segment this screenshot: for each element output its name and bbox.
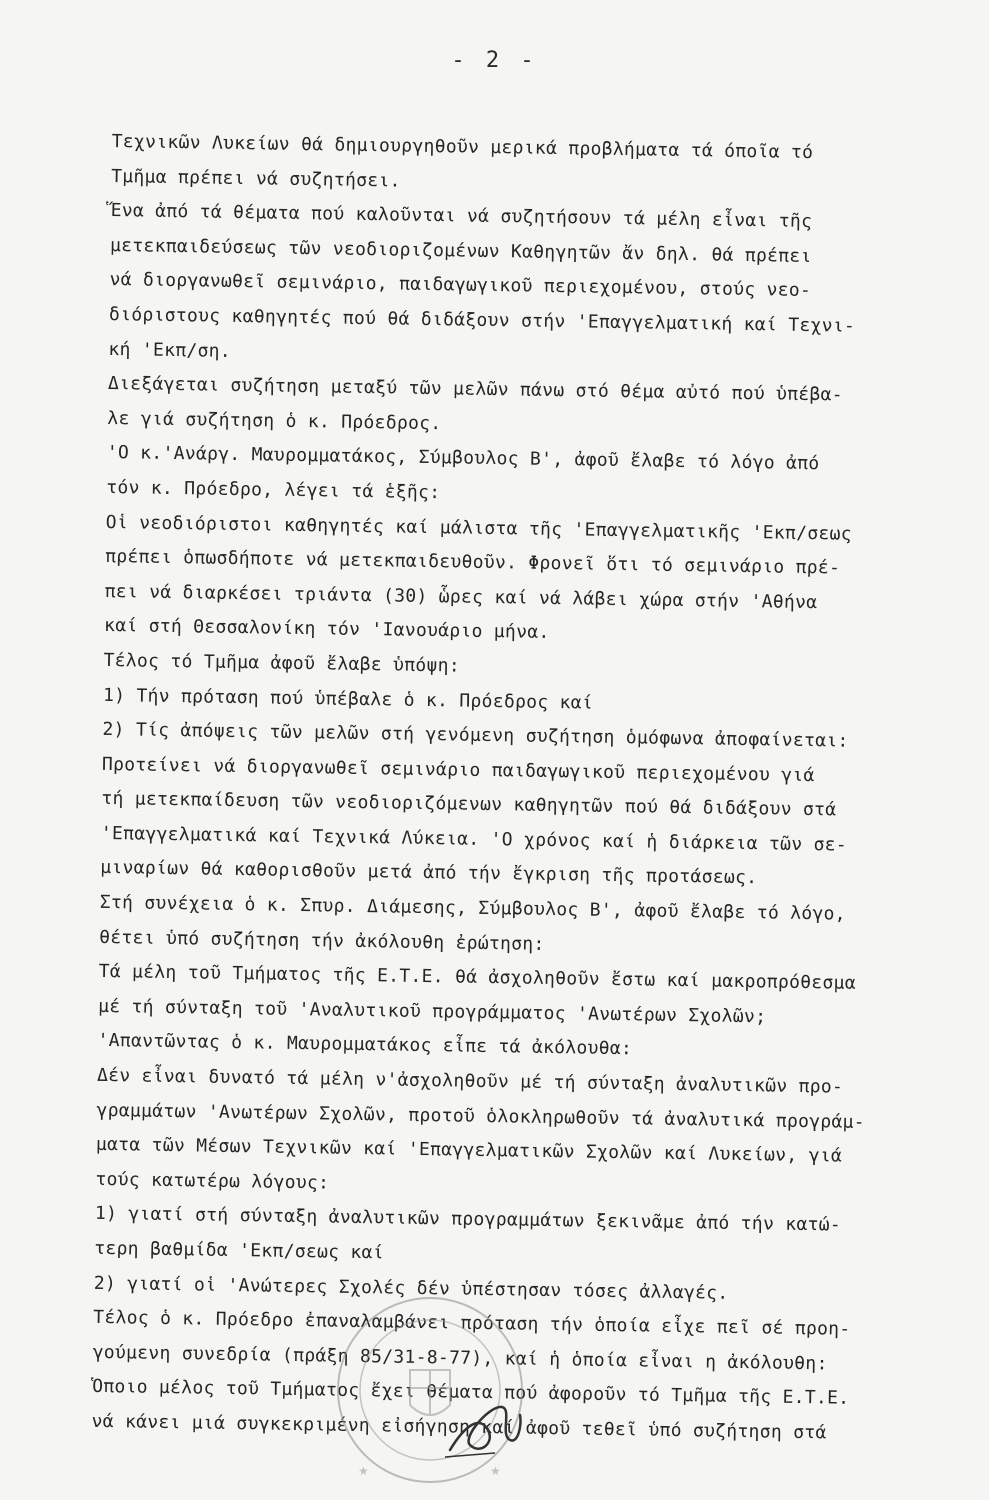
- svg-text:★: ★: [358, 1464, 369, 1478]
- text-line: Τμῆμα πρέπει νά συζητήσει.: [111, 165, 401, 192]
- text-line: γούμενη συνεδρία (πράξη 85/31-8-77), καί ἡ ὁποία εἶναι η ἀκόλουθη:: [92, 1341, 828, 1375]
- text-line: 1) γιατί στή σύνταξη ἀναλυτικῶν προγραμμάτων ξεκινᾶμε ἀπό τήν κατώ-: [94, 1203, 842, 1236]
- text-line: Τεχνικῶν Λυκείων θά δημιουργηθοῦν μερικά προβλήματα τά όποῖα τό: [111, 130, 814, 164]
- text-line: μέ τή σύνταξη τοῦ 'Αναλυτικοῦ προγράμματος 'Ανωτέρων Σχολῶν;: [97, 995, 767, 1028]
- text-line: μετεκπαιδεύσεως τῶν νεοδιοριζομένων Καθηγητῶν ἄν δηλ. θά πρέπει: [109, 234, 812, 267]
- text-line: Οἱ νεοδιόριστοι καθηγητές καί μάλιστα τῆς 'Επαγγελματικῆς 'Εκπ/σεως: [105, 511, 853, 545]
- text-line: Προτείνει νά διοργανωθεῖ σεμινάριο παιδαγωγικοῦ περιεχομένου γιά: [101, 753, 815, 786]
- text-line: τούς κατωτέρω λόγους:: [95, 1168, 330, 1194]
- text-line: 'Ο κ.'Ανάργ. Μαυρομματάκος, Σύμβουλος Β', ἀφοῦ ἔλαβε τό λόγο ἀπό: [106, 442, 820, 475]
- text-line: Ὁποιο μέλος τοῦ Τμήματος ἔχει θέματα πού ἀφοροῦν τό Τμῆμα τῆς Ε.Τ.Ε.: [92, 1376, 850, 1410]
- text-line: Τέλος ὁ κ. Πρόεδρο ἐπαναλαμβάνει πρόταση τήν ὁποία εἶχε πεῖ σέ προη-: [93, 1307, 851, 1340]
- text-line: θέτει ὑπό συζήτηση τήν ἀκόλουθη ἐρώτηση:: [99, 926, 545, 955]
- text-line: 2) Τίς ἀπόψεις τῶν μελῶν στή γενόμενη συζήτηση ὁμόφωνα ἀποφαίνεται:: [102, 719, 849, 752]
- text-line: τή μετεκπαίδευση τῶν νεοδιοριζόμενων καθηγητῶν πού θά διδάξουν στά: [101, 788, 837, 821]
- text-line: πρέπει ὁπωσδήποτε νά μετεκπαιδευθοῦν. Φρονεῖ ὅτι τό σεμινάριο πρέ-: [105, 546, 841, 579]
- text-line: ματα τῶν Μέσων Τεχνικῶν καί 'Επαγγελματικῶν Σχολῶν καί Λυκείων, γιά: [95, 1134, 843, 1167]
- text-line: νά κάνει μιά συγκεκριμένη εἰσήγηση καί ἀφοῦ τεθεῖ ὑπό συζήτηση στά: [91, 1410, 827, 1444]
- text-line: καί στή Θεσσαλονίκη τόν 'Ιανουάριο μήνα.: [103, 615, 550, 644]
- text-line: γραμμάτων 'Ανωτέρων Σχολῶν, προτοῦ ὁλοκληρωθοῦν τά ἀναλυτικά προγράμ-: [96, 1099, 866, 1133]
- text-line: τόν κ. Πρόεδρο, λέγει τά ἑξῆς:: [106, 476, 441, 504]
- text-line: Διεξάγεται συζήτηση μεταξύ τῶν μελῶν πάνω στό θέμα αὐτό πού ὑπέβα-: [107, 373, 844, 406]
- text-line: νά διοργανωθεῖ σεμινάριο, παιδαγωγικοῦ περιεχομένου, στούς νεο-: [109, 269, 812, 302]
- text-line: 'Απαντῶντας ὁ κ. Μαυρομματάκος εἶπε τά ἀκόλουθα:: [97, 1030, 633, 1060]
- body-text: [91, 125, 972, 1453]
- text-line: 2) γιατί οἱ 'Ανώτερες Σχολές δέν ὑπέστησαν τόσες ἀλλαγές.: [93, 1272, 729, 1304]
- text-line: Στή συνέχεια ὁ κ. Σπυρ. Διάμεσης, Σύμβουλος Β', ἀφοῦ ἔλαβε τό λόγο,: [99, 891, 847, 925]
- text-line: Δέν εἶναι δυνατό τά μέλη ν'ἀσχοληθοῦν μέ τή σύνταξη ἀναλυτικῶν προ-: [96, 1064, 844, 1098]
- text-line: 1) Τήν πρόταση πού ὑπέβαλε ὁ κ. Πρόεδρος καί: [102, 684, 594, 714]
- handwritten-signature: [440, 1395, 530, 1465]
- text-line: διόριστους καθηγητές πού θά διδάξουν στήν 'Επαγγελματική καί Τεχνι-: [108, 303, 856, 337]
- text-line: Τά μέλη τοῦ Τμήματος τῆς Ε.Τ.Ε. θά ἀσχοληθοῦν ἔστω καί μακροπρόθεσμα: [98, 961, 857, 995]
- text-line: κή 'Εκπ/ση.: [108, 338, 232, 362]
- text-line: τερη βαθμίδα 'Εκπ/σεως καί: [94, 1237, 385, 1264]
- svg-text:★: ★: [490, 1464, 501, 1478]
- text-line: 'Επαγγελματικά καί Τεχνικά Λύκεια. 'Ο χρόνος καί ἡ διάρκεια τῶν σε-: [100, 822, 848, 856]
- page-number: - 2 -: [451, 48, 538, 73]
- text-line: Τέλος τό Τμῆμα ἀφοῦ ἔλαβε ὑπόψη:: [103, 649, 461, 677]
- text-line: μιναρίων θά καθορισθοῦν μετά ἀπό τήν ἔγκριση τῆς προτάσεως.: [100, 857, 758, 889]
- text-line: λε γιά συζήτηση ὁ κ. Πρόεδρος.: [107, 407, 442, 434]
- text-line: Ἕνα ἀπό τά θέματα πού καλοῦνται νά συζητήσουν τά μέλη εἶναι τῆς: [110, 200, 813, 233]
- text-line: πει νά διαρκέσει τριάντα (30) ὧρες καί νά λάβει χώρα στήν 'Αθήνα: [104, 580, 818, 613]
